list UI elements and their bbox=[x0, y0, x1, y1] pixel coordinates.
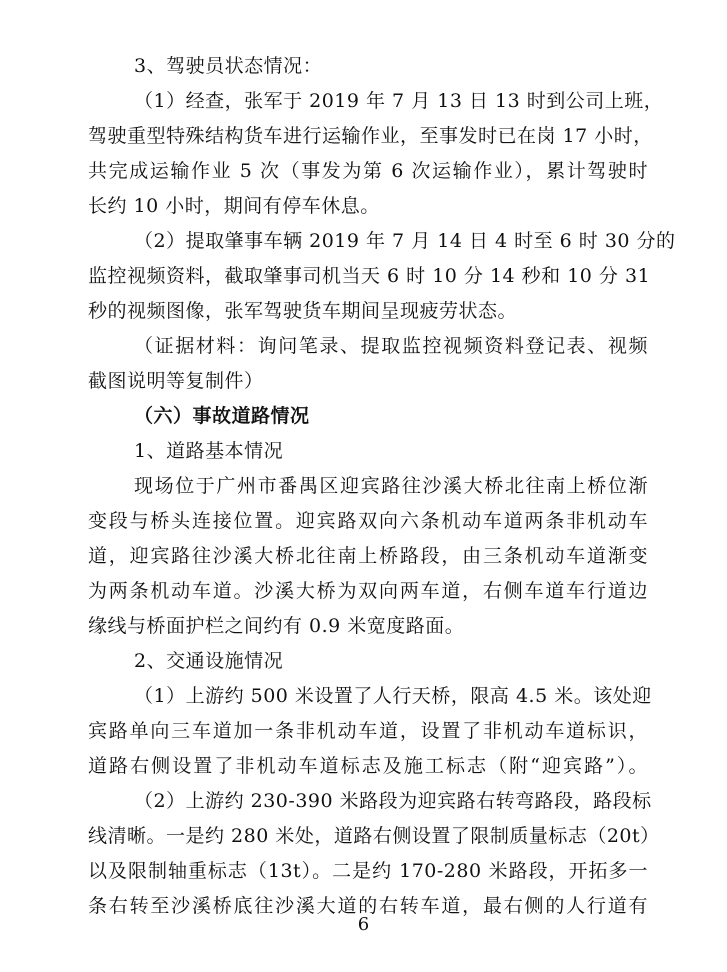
subsection-1-heading: 1、道路基本情况 bbox=[134, 440, 284, 462]
paragraph-line: 长约 10 小时，期间有停车休息。 bbox=[88, 195, 380, 217]
paragraph-line: 缘线与桥面护栏之间约有 0.9 米宽度路面。 bbox=[88, 615, 465, 637]
paragraph-line: 为两条机动车道。沙溪大桥为双向两车道，右侧车道车行道边 bbox=[88, 580, 648, 602]
paragraph-line: （1）经查，张军于 2019 年 7 月 13 日 13 时到公司上班， bbox=[134, 90, 664, 112]
paragraph-line: （2）上游约 230-390 米路段为迎宾路右转弯路段，路段标 bbox=[134, 790, 652, 812]
paragraph-line: 现场位于广州市番禺区迎宾路往沙溪大桥北往南上桥位渐 bbox=[134, 475, 648, 497]
section-3-heading: 3、驾驶员状态情况： bbox=[134, 55, 323, 77]
paragraph-line: 以及限制轴重标志（13t）。二是约 170-280 米路段，开拓多一 bbox=[88, 860, 648, 882]
paragraph-line: 秒的视频图像，张军驾驶货车期间呈现疲劳状态。 bbox=[88, 300, 518, 322]
section-6-heading: （六）事故道路情况 bbox=[134, 405, 310, 427]
evidence-note: （证据材料：询问笔录、提取监控视频资料登记表、视频 bbox=[134, 335, 648, 357]
subsection-2-heading: 2、交通设施情况 bbox=[134, 650, 284, 672]
paragraph-line: 宾路单向三车道加一条非机动车道，设置了非机动车道标识， bbox=[88, 720, 648, 742]
paragraph-line: 线清晰。一是约 280 米处，道路右侧设置了限制质量标志（20t） bbox=[88, 825, 660, 847]
evidence-note: 截图说明等复制件） bbox=[88, 370, 264, 392]
paragraph-line: 驾驶重型特殊结构货车进行运输作业，至事发时已在岗 17 小时， bbox=[88, 125, 653, 147]
paragraph-line: 共完成运输作业 5 次（事发为第 6 次运输作业），累计驾驶时 bbox=[88, 160, 648, 182]
paragraph-line: 道，迎宾路往沙溪大桥北往南上桥路段，由三条机动车道渐变 bbox=[88, 545, 648, 567]
paragraph-line: 变段与桥头连接位置。迎宾路双向六条机动车道两条非机动车 bbox=[88, 510, 648, 532]
paragraph-line: （1）上游约 500 米设置了人行天桥，限高 4.5 米。该处迎 bbox=[134, 685, 652, 707]
paragraph-line: 道路右侧设置了非机动车道标志及施工标志（附“迎宾路”）。 bbox=[88, 755, 648, 777]
paragraph-line: 监控视频资料，截取肇事司机当天 6 时 10 分 14 秒和 10 分 31 bbox=[88, 265, 651, 287]
page-number: 6 bbox=[357, 914, 370, 935]
paragraph-line: （2）提取肇事车辆 2019 年 7 月 14 日 4 时至 6 时 30 分的 bbox=[134, 230, 676, 252]
paragraph-line: 条右转至沙溪桥底往沙溪大道的右转车道，最右侧的人行道有 bbox=[88, 895, 648, 917]
